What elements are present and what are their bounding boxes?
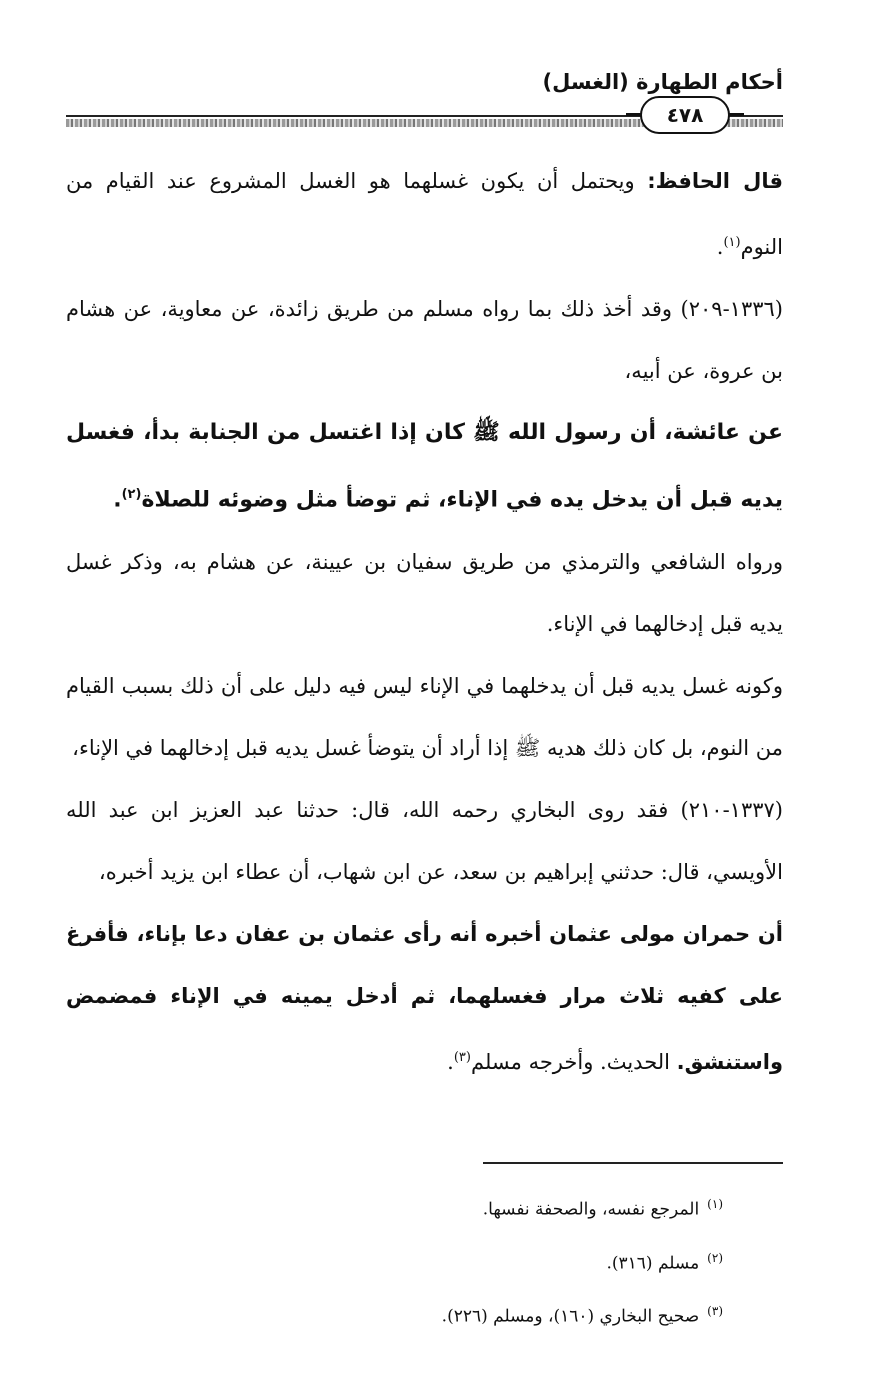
paragraph-tail: . [716,235,724,259]
footnote-ref[interactable]: (٢) [121,487,142,502]
footnote-separator [483,1162,783,1164]
paragraph-tail: . [447,1050,454,1075]
footnote-item [442,1180,723,1234]
running-header-title: أحكام الطهارة (الغسل) [542,70,783,94]
footnote-ref[interactable]: (٣) [453,1050,471,1066]
paragraph-hadith-1336-chain [66,278,783,402]
paragraph-hadith-1337-chain [66,779,783,903]
paragraph-hadith-1336-matn [66,402,783,531]
paragraph-text: ورواه الشافعي والترمذي من طريق سفيان بن عيينة، عن هشام به، وذكر غسل يديه قبل إدخالهما في الإناء. [66,550,783,637]
main-text [66,150,783,1093]
footnotes [442,1180,723,1341]
paragraph-text: وكونه غسل يديه قبل أن يدخلهما في الإناء ليس فيه دليل على أن ذلك بسبب القيام من النوم، بل كان ذلك هديه ﷺ إذا أراد أن يتوضأ غسل يديه قبل إدخالهما في الإناء، [66,674,783,761]
footnote-ref[interactable]: (١) [723,235,741,250]
paragraph-after-text: الحديث. وأخرجه مسلم [470,1050,677,1075]
footnote-text: مسلم (٣١٦). [606,1253,700,1274]
footnote-text: المرجع نفسه، والصحفة نفسها. [482,1199,700,1220]
page-number: ٤٧٨ [640,96,730,134]
footnote-number: (٣) [707,1304,723,1319]
footnote-number: (٢) [707,1250,723,1265]
paragraph-text: ويحتمل أن يكون غسلهما هو الغسل المشروع عند القيام من النوم [66,169,783,259]
paragraph-hadith-1337-matn [66,903,783,1093]
paragraph-commentary [66,655,783,779]
paragraph-tail: . [113,487,122,513]
footnote-number: (١) [707,1197,723,1211]
paragraph-lead: قال الحافظ: [647,169,783,193]
paragraph-text: (١٣٣٧-٢١٠) فقد روى البخاري رحمه الله، قال: حدثنا عبد العزيز ابن عبد الله الأويسي، قال: حدثني إبراهيم بن سعد، عن ابن شهاب، أن عطاء ابن يزيد أخبره، [66,798,783,885]
footnote-item [442,1234,723,1288]
paragraph-shafii [66,531,783,655]
footnote-item [442,1287,723,1341]
footnote-text: صحيح البخاري (١٦٠)، ومسلم (٢٢٦). [441,1306,700,1327]
paragraph-text: عن عائشة، أن رسول الله ﷺ كان إذا اغتسل من الجنابة بدأ، فغسل يديه قبل أن يدخل يده في الإناء، ثم توضأ مثل وضوئه للصلاة [66,420,783,513]
paragraph-hafiz [66,150,783,278]
paragraph-bold-text: أن حمران مولى عثمان أخبره أنه رأى عثمان بن عفان دعا بإناء، فأفرغ على كفيه ثلاث مرار فغسلهما، ثم أدخل يمينه في الإناء فمضمض واستنشق. [66,922,783,1075]
paragraph-text: (١٣٣٦-٢٠٩) وقد أخذ ذلك بما رواه مسلم من طريق زائدة، عن معاوية، عن هشام بن عروة، عن أبيه، [66,297,783,383]
